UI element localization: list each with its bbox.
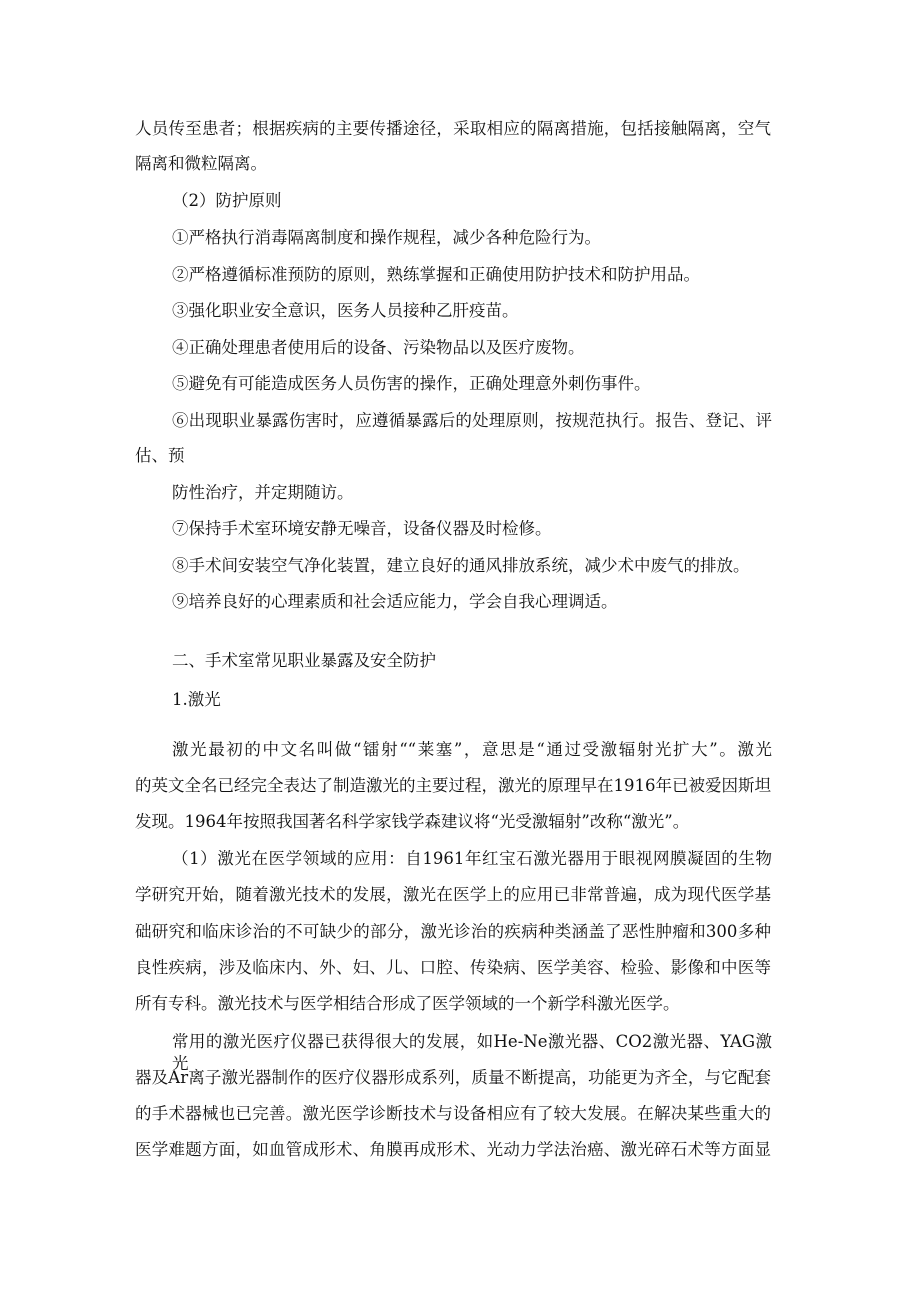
list-item: ④正确处理患者使用后的设备、污染物品以及医疗废物。 bbox=[172, 338, 585, 357]
list-item-continuation: 估、预 bbox=[135, 446, 185, 465]
list-item: ⑦保持手术室环境安静无噪音，设备仪器及时检修。 bbox=[172, 519, 552, 538]
list-item: ⑧手术间安装空气净化装置，建立良好的通风排放系统，减少术中废气的排放。 bbox=[172, 556, 750, 575]
paragraph-line: 发现。1964年按照我国著名科学家钱学森建议将“光受激辐射”改称“激光”。 bbox=[135, 812, 690, 831]
list-item: ③强化职业安全意识，医务人员接种乙肝疫苗。 bbox=[172, 301, 519, 320]
protection-heading: （2）防护原则 bbox=[172, 191, 282, 210]
paragraph-line: 隔离和微粒隔离。 bbox=[135, 154, 267, 173]
paragraph-line: 人员传至患者；根据疾病的主要传播途径，采取相应的隔离措施，包括接触隔离，空气 bbox=[135, 119, 771, 138]
section-heading: 二、手术室常见职业暴露及安全防护 bbox=[172, 651, 436, 670]
subsection-heading: 1.激光 bbox=[172, 690, 221, 709]
paragraph-line: 学研究开始，随着激光技术的发展，激光在医学上的应用已非常普遍，成为现代医学基 bbox=[135, 885, 771, 904]
list-item: ⑨培养良好的心理素质和社会适应能力，学会自我心理调适。 bbox=[172, 592, 618, 611]
paragraph-line: 的英文全名已经完全表达了制造激光的主要过程，激光的原理早在1916年已被爱因斯坦 bbox=[135, 776, 771, 795]
paragraph-line: 的手术器械也已完善。激光医学诊断技术与设备相应有了较大发展。在解决某些重大的 bbox=[135, 1104, 771, 1123]
paragraph-line: 良性疾病，涉及临床内、外、妇、儿、口腔、传染病、医学美容、检验、影像和中医等 bbox=[135, 958, 771, 977]
list-item: ②严格遵循标准预防的原则，熟练掌握和正确使用防护技术和防护用品。 bbox=[172, 265, 700, 284]
paragraph-line: 医学难题方面，如血管成形术、角膜再成形术、光动力学法治癌、激光碎石术等方面显 bbox=[135, 1140, 771, 1159]
list-item: ⑥出现职业暴露伤害时，应遵循暴露后的处理原则，按规范执行。报告、登记、评 bbox=[172, 411, 772, 430]
list-item: ⑤避免有可能造成医务人员伤害的操作，正确处理意外刺伤事件。 bbox=[172, 374, 651, 393]
paragraph-line: （1）激光在医学领域的应用：自1961年红宝石激光器用于眼视网膜凝固的生物 bbox=[172, 849, 772, 868]
paragraph-line: 器及Ar离子激光器制作的医疗仪器形成系列，质量不断提高，功能更为齐全，与它配套 bbox=[135, 1068, 771, 1087]
list-item-continuation: 防性治疗，并定期随访。 bbox=[172, 483, 354, 502]
list-item: ①严格执行消毒隔离制度和操作规程，减少各种危险行为。 bbox=[172, 228, 601, 247]
paragraph-line: 常用的激光医疗仪器已获得很大的发展，如He-Ne激光器、CO2激光器、YAG激光 bbox=[172, 1032, 772, 1073]
paragraph-line: 所有专科。激光技术与医学相结合形成了医学领域的一个新学科激光医学。 bbox=[135, 994, 680, 1013]
paragraph-line: 激光最初的中文名叫做“镭射““莱塞”，意思是“通过受激辐射光扩大”。激光 bbox=[172, 740, 772, 759]
paragraph-line: 础研究和临床诊治的不可缺少的部分，激光诊治的疾病种类涵盖了恶性肿瘤和300多种 bbox=[135, 922, 771, 941]
